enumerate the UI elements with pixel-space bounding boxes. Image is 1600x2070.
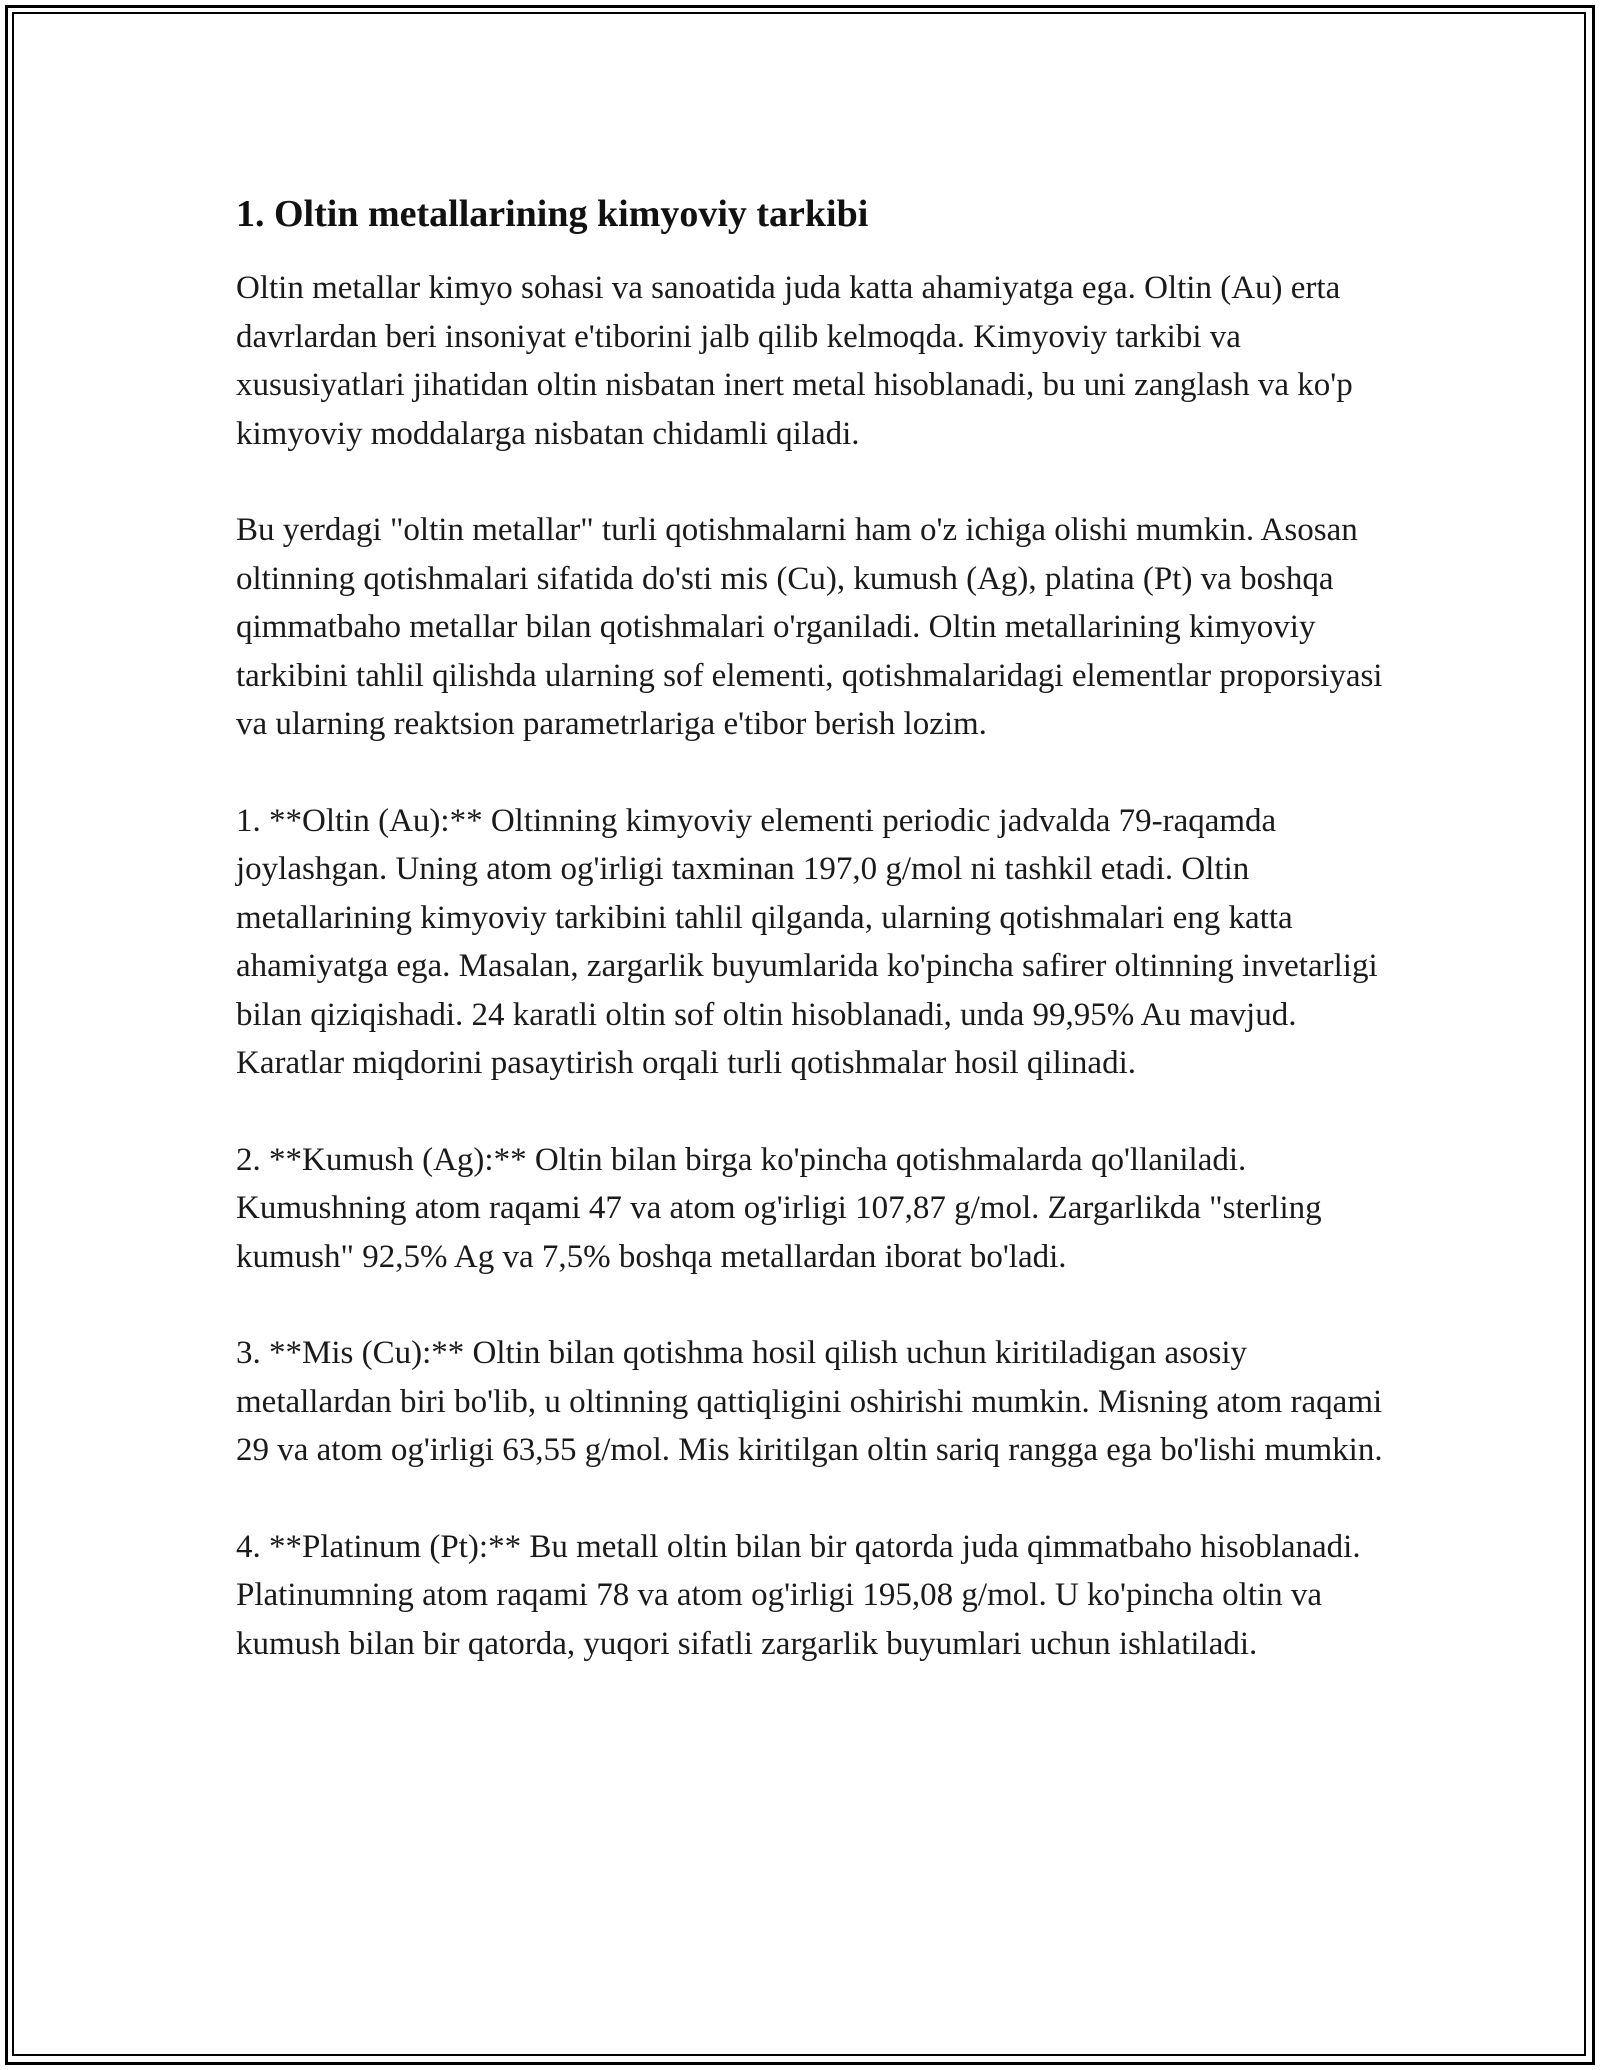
paragraph-silver: 2. **Kumush (Ag):** Oltin bilan birga ko'pincha qotishmalarda qo'llaniladi. Kumushning atom raqami 47 va atom og'irligi 107,87 g/mol. Zargarlikda "sterling kumush" 92,5% Ag va 7,5% boshqa metallardan iborat bo'ladi.: [236, 1141, 1322, 1275]
paragraph-copper: 3. **Mis (Cu):** Oltin bilan qotishma hosil qilish uchun kiritiladigan asosiy metallardan biri bo'lib, u oltinning qattiqligini oshirishi mumkin. Misning atom raqami 29 va atom og'irligi 63,55 g/mol. Mis kiritilgan oltin sariq rangga ega bo'lishi mumkin.: [236, 1335, 1383, 1468]
document-body: [236, 186, 1396, 1716]
paragraph-intro: Oltin metallar kimyo sohasi va sanoatida juda katta ahamiyatga ega. Oltin (Au) erta davrlardan beri insoniyat e'tiborini jalb qilib kelmoqda. Kimyoviy tarkibi va xususiyatlari jihatidan oltin nisbatan inert metal hisoblanadi, bu uni zanglash va ko'p kimyoviy moddalarga nisbatan chidamli qiladi.: [236, 270, 1353, 452]
paragraph-alloys: Bu yerdagi "oltin metallar" turli qotishmalarni ham o'z ichiga olishi mumkin. Asosan oltinning qotishmalari sifatida do'sti mis (Cu), kumush (Ag), platina (Pt) va boshqa qimmatbaho metallar bilan qotishmalari o'rganiladi. Oltin metallarining kimyoviy tarkibini tahlil qilishda ularning sof elementi, qotishmalaridagi elementlar proporsiyasi va ularning reaktsion parametrlariga e'tibor berish lozim.: [236, 512, 1383, 742]
paragraph-platinum: 4. **Platinum (Pt):** Bu metall oltin bilan bir qatorda juda qimmatbaho hisoblanadi. Platinumning atom raqami 78 va atom og'irligi 195,08 g/mol. U ko'pincha oltin va kumush bilan bir qatorda, yuqori sifatli zargarlik buyumlari uchun ishlatiladi.: [236, 1528, 1361, 1662]
section-heading: 1. Oltin metallarining kimyoviy tarkibi: [236, 193, 869, 235]
paragraph-gold: 1. **Oltin (Au):** Oltinning kimyoviy elementi periodic jadvalda 79-raqamda joylashgan. Uning atom og'irligi taxminan 197,0 g/mol ni tashkil etadi. Oltin metallarining kimyoviy tarkibini tahlil qilganda, ularning qotishmalari eng katta ahamiyatga ega. Masalan, zargarlik buyumlarida ko'pincha safirer oltinning invetarligi bilan qiziqishadi. 24 karatli oltin sof oltin hisoblanadi, unda 99,95% Au mavjud. Karatlar miqdorini pasaytirish orqali turli qotishmalar hosil qilinadi.: [236, 802, 1378, 1081]
